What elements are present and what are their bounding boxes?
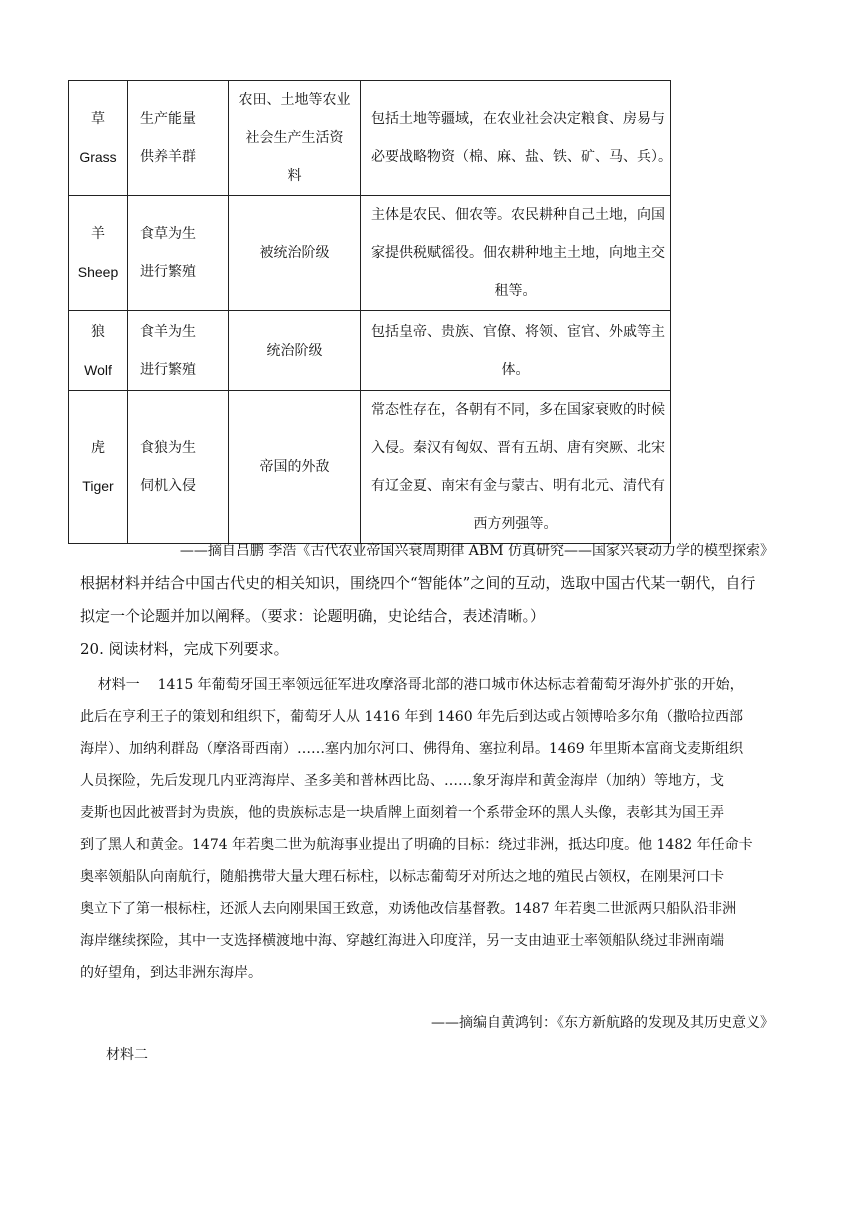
agent-mapping-line: 料 xyxy=(287,168,302,184)
agent-description-line: 租等。 xyxy=(494,283,537,299)
agent-name-cell xyxy=(69,311,128,391)
source-citation-1: ——摘自吕鹏 李浩《古代农业帝国兴衰周期律 ABM 仿真研究——国家兴衰动力学的模型探索》 xyxy=(179,543,774,559)
question-20-heading: 20. 阅读材料，完成下列要求。 xyxy=(80,640,289,658)
agent-description-cell xyxy=(361,391,671,544)
agent-mapping-line: 统治阶级 xyxy=(266,342,323,359)
agent-description-line: 必要战略物资（棉、麻、盐、铁、矿、马、兵）。 xyxy=(371,149,672,165)
agent-name-cell xyxy=(69,81,128,196)
material-one-line: 奥立下了第一根标柱，还派人去向刚果国王致意，劝诱他改信基督教。1487 年若奥二世派两只船队沿非洲 xyxy=(80,901,737,917)
agent-description-line: 包括皇帝、贵族、官僚、将领、宦官、外戚等主 xyxy=(371,323,665,340)
agent-description-cell xyxy=(361,311,671,391)
agent-description-line: 西方列强等。 xyxy=(473,516,558,532)
agent-name-cn: 狼 xyxy=(91,323,105,340)
agent-name-en: Wolf xyxy=(84,361,112,378)
agent-mapping-line: 帝国的外敌 xyxy=(259,459,330,475)
question-prompt-line-2: 拟定一个论题并加以阐释。（要求：论题明确，史论结合，表述清晰。） xyxy=(80,607,546,625)
agent-description-cell xyxy=(361,196,671,311)
agent-mapping-cell xyxy=(229,196,361,311)
agent-description-line: 有辽金夏、南宋有金与蒙古、明有北元、清代有 xyxy=(371,478,665,494)
table-row xyxy=(69,196,671,311)
agent-rule-cell xyxy=(128,81,229,196)
table-row xyxy=(69,81,671,196)
agent-description-line: 体。 xyxy=(501,361,530,378)
agent-table xyxy=(68,80,671,544)
agent-mapping-cell xyxy=(229,81,361,196)
material-one-line: 到了黑人和黄金。1474 年若奥二世为航海事业提出了明确的目标：绕过非洲，抵达印度。他 1482 年任命卡 xyxy=(80,837,753,853)
agent-description-line: 家提供税赋徭役。佃农耕种地主土地，向地主交 xyxy=(371,245,665,261)
agent-name-cn: 草 xyxy=(91,111,105,127)
agent-mapping-line: 社会生产生活资 xyxy=(245,130,344,146)
material-one-line: 材料一 1415 年葡萄牙国王率领远征军进攻摩洛哥北部的港口城市休达标志着葡萄牙海外扩张的开始， xyxy=(80,677,744,693)
material-one-line: 海岸继续探险，其中一支选择横渡地中海、穿越红海进入印度洋，另一支由迪亚士率领船队绕过非洲南端 xyxy=(80,933,724,949)
table-row xyxy=(69,391,671,544)
question-prompt-line-1: 根据材料并结合中国古代史的相关知识，围绕四个“智能体”之间的互动，选取中国古代某一朝代，自行 xyxy=(80,574,756,592)
table-row xyxy=(69,311,671,391)
agent-name-cell xyxy=(69,196,128,311)
agent-rule-line: 食羊为生 xyxy=(140,323,196,340)
material-one-line: 的好望角，到达非洲东海岸。 xyxy=(80,965,262,981)
agent-name-en: Grass xyxy=(79,149,117,165)
agent-description-line: 包括土地等疆域，在农业社会决定粮食、房易与 xyxy=(371,111,665,127)
agent-name-en: Tiger xyxy=(82,478,114,494)
agent-rule-line: 进行繁殖 xyxy=(140,361,196,378)
agent-mapping-line: 农田、土地等农业 xyxy=(238,92,351,108)
agent-rule-line: 食草为生 xyxy=(140,226,196,242)
agent-mapping-cell xyxy=(229,391,361,544)
agent-description-line: 主体是农民、佃农等。农民耕种自己土地，向国 xyxy=(371,207,665,223)
source-citation-2: ——摘编自黄鸿钊：《东方新航路的发现及其历史意义》 xyxy=(431,1015,774,1031)
agent-rule-line: 生产能量 xyxy=(140,111,196,127)
agent-name-cn: 羊 xyxy=(91,226,105,242)
material-one-line: 海岸）、加纳利群岛（摩洛哥西南）……塞内加尔河口、佛得角、塞拉利昂。1469 年里斯本富商戈麦斯组织 xyxy=(80,741,744,757)
agent-rule-line: 食狼为生 xyxy=(140,440,196,456)
agent-name-cell xyxy=(69,391,128,544)
agent-mapping-line: 被统治阶级 xyxy=(259,245,330,261)
agent-rule-cell xyxy=(128,391,229,544)
material-one-line: 此后在亨利王子的策划和组织下，葡萄牙人从 1416 年到 1460 年先后到达或占领博哈多尔角（撒哈拉西部 xyxy=(80,709,744,725)
agent-rule-line: 伺机入侵 xyxy=(140,478,196,494)
agent-name-cn: 虎 xyxy=(91,440,105,456)
agent-mapping-cell xyxy=(229,311,361,391)
agent-description-cell xyxy=(361,81,671,196)
material-one-line: 麦斯也因此被晋封为贵族，他的贵族标志是一块盾牌上面刻着一个系带金环的黑人头像，表彰其为国王弄 xyxy=(80,805,724,821)
material-two-label: 材料二 xyxy=(106,1047,148,1063)
agent-rule-cell xyxy=(128,311,229,391)
agent-description-line: 入侵。秦汉有匈奴、晋有五胡、唐有突厥、北宋 xyxy=(371,440,665,456)
agent-rule-cell xyxy=(128,196,229,311)
material-one-line: 人员探险，先后发现几内亚湾海岸、圣多美和普林西比岛、……象牙海岸和黄金海岸（加纳）等地方，戈 xyxy=(80,773,724,789)
agent-rule-line: 进行繁殖 xyxy=(140,264,196,280)
agent-name-en: Sheep xyxy=(77,264,119,280)
agent-description-line: 常态性存在，各朝有不同，多在国家衰败的时候 xyxy=(371,402,665,418)
agent-rule-line: 供养羊群 xyxy=(140,149,196,165)
material-one-line: 奥率领船队向南航行，随船携带大量大理石标柱，以标志葡萄牙对所达之地的殖民占领权，在刚果河口卡 xyxy=(80,869,724,885)
